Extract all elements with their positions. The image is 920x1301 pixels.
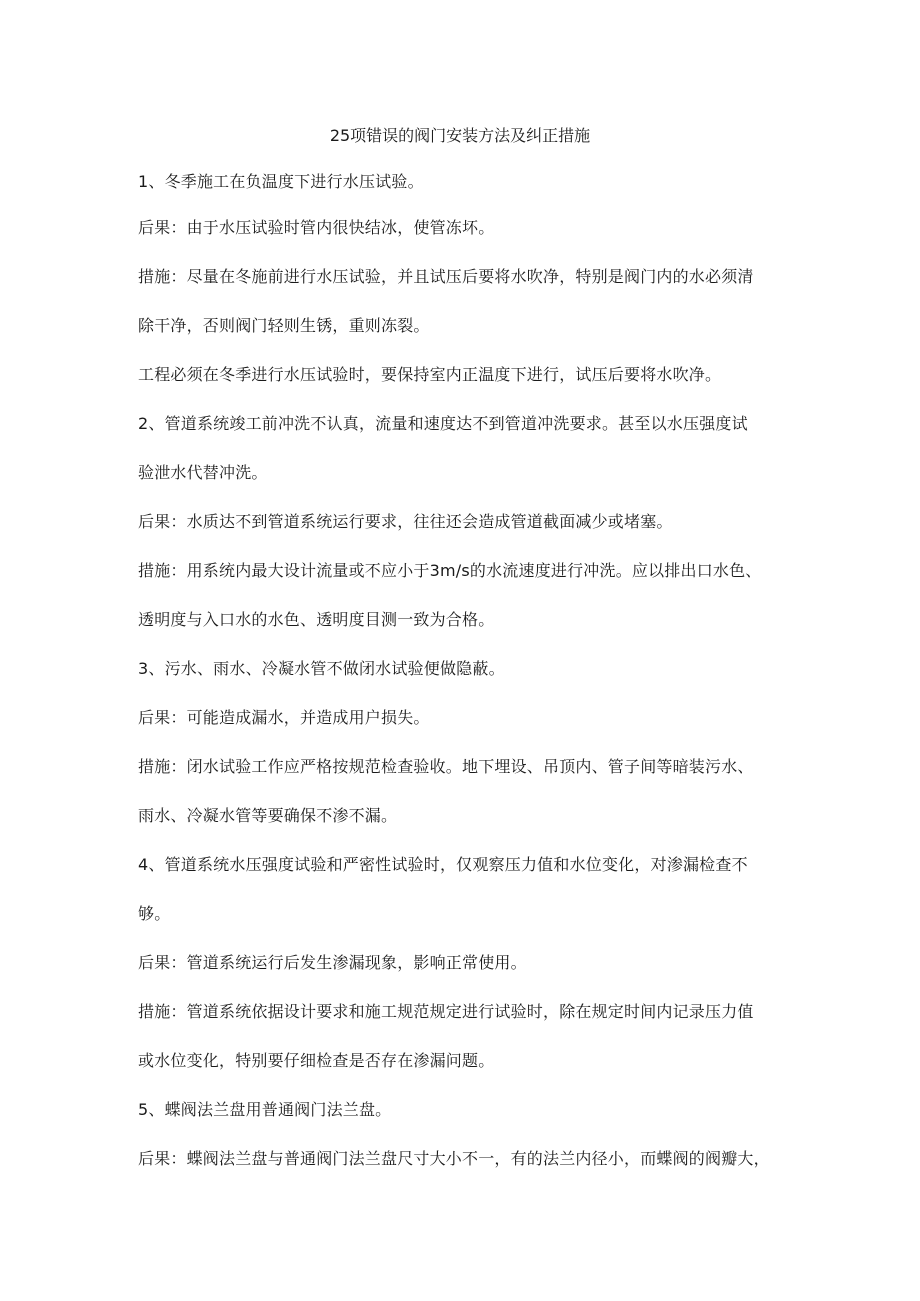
text-line: 4、管道系统水压强度试验和严密性试验时，仅观察压力值和水位变化，对渗漏检查不 <box>138 855 748 874</box>
text-line: 验泄水代替冲洗。 <box>138 463 268 482</box>
text-line: 后果：可能造成漏水，并造成用户损失。 <box>138 708 430 727</box>
text-line: 后果：管道系统运行后发生渗漏现象，影响正常使用。 <box>138 953 527 972</box>
text-line: 雨水、冷凝水管等要确保不渗不漏。 <box>138 806 398 825</box>
text-line: 措施：闭水试验工作应严格按规范检查验收。地下埋设、吊顶内、管子间等暗装污水、 <box>138 757 754 776</box>
text-line: 1、冬季施工在负温度下进行水压试验。 <box>138 172 424 191</box>
text-line: 3、污水、雨水、冷凝水管不做闭水试验便做隐蔽。 <box>138 659 505 678</box>
text-line: 后果：由于水压试验时管内很快结冰，使管冻坏。 <box>138 218 495 237</box>
text-line: 措施：管道系统依据设计要求和施工规范规定进行试验时，除在规定时间内记录压力值 <box>138 1002 754 1021</box>
text-line: 后果：水质达不到管道系统运行要求，往往还会造成管道截面减少或堵塞。 <box>138 512 673 531</box>
text-line: 5、蝶阀法兰盘用普通阀门法兰盘。 <box>138 1100 392 1119</box>
text-line: 或水位变化，特别要仔细检查是否存在渗漏问题。 <box>138 1051 495 1070</box>
text-line: 后果：蝶阀法兰盘与普通阀门法兰盘尺寸大小不一，有的法兰内径小，而蝶阀的阀瓣大， <box>138 1149 770 1168</box>
text-line: 措施：用系统内最大设计流量或不应小于3m/s的水流速度进行冲洗。应以排出口水色、 <box>138 561 762 580</box>
text-line: 除干净，否则阀门轻则生锈，重则冻裂。 <box>138 316 430 335</box>
text-line: 工程必须在冬季进行水压试验时，要保持室内正温度下进行，试压后要将水吹净。 <box>138 365 722 384</box>
text-line: 2、管道系统竣工前冲洗不认真，流量和速度达不到管道冲洗要求。甚至以水压强度试 <box>138 414 748 433</box>
document-title: 25项错误的阀门安装方法及纠正措施 <box>329 126 591 145</box>
text-line: 透明度与入口水的水色、透明度目测一致为合格。 <box>138 610 495 629</box>
text-line: 够。 <box>138 904 171 923</box>
text-line: 措施：尽量在冬施前进行水压试验，并且试压后要将水吹净，特别是阀门内的水必须清 <box>138 267 754 286</box>
